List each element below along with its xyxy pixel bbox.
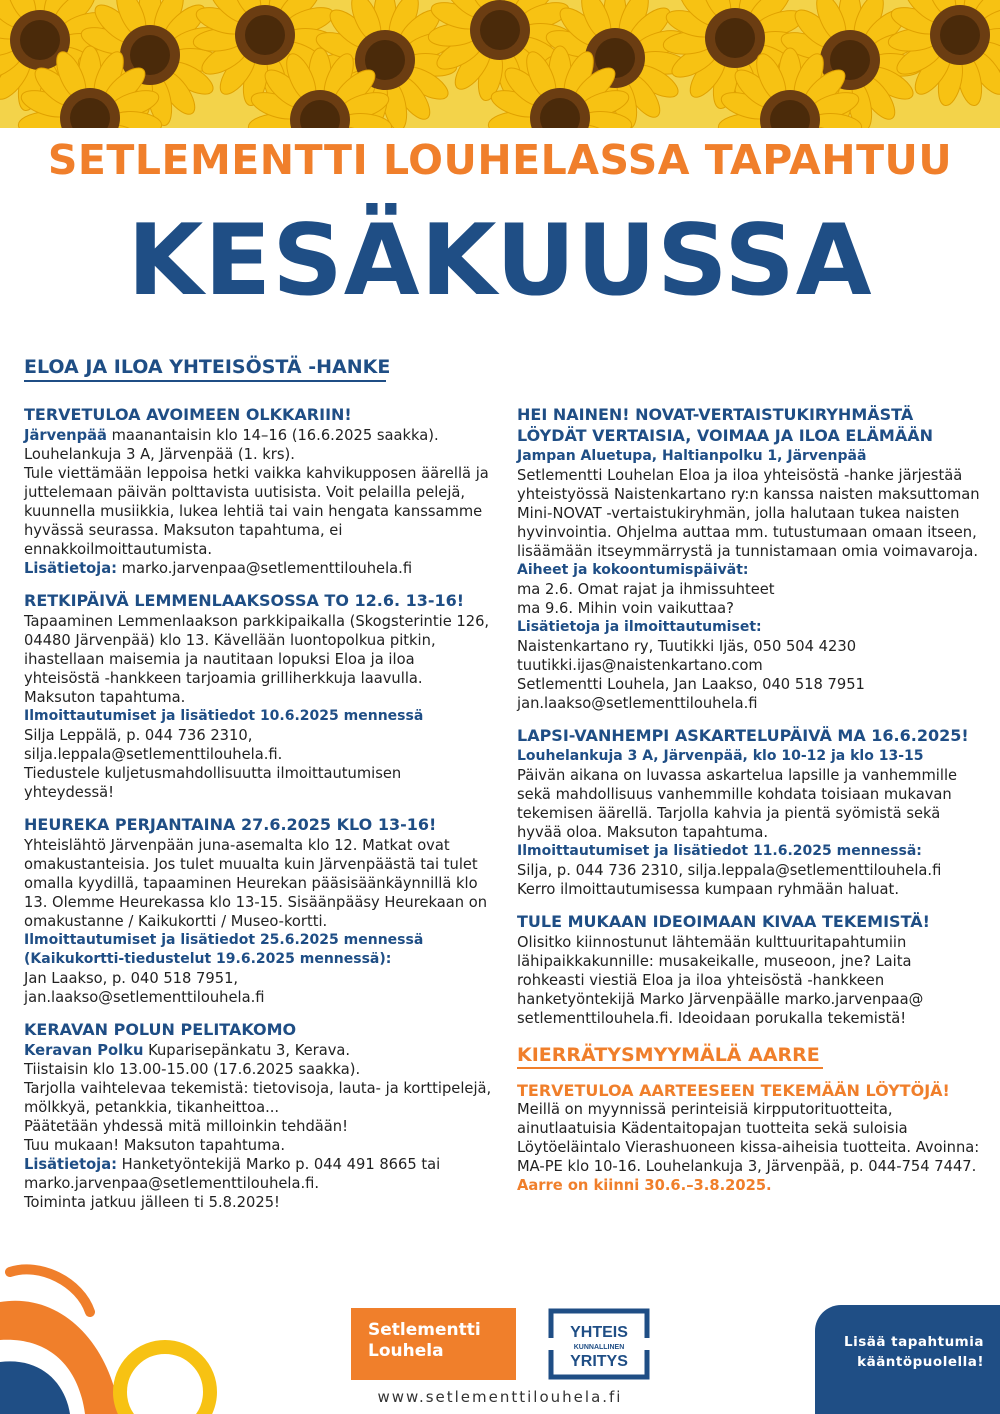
olkkari-time: maanantaisin klo 14–16 (16.6.2025 saakka). — [106, 427, 439, 444]
retki-note: Tiedustele kuljetusmahdollisuutta ilmoittautumisen yhteydessä! — [24, 765, 402, 801]
heureka-title: HEUREKA PERJANTAINA 27.6.2025 KLO 13-16! — [24, 815, 437, 834]
askartelu-section — [517, 725, 982, 899]
left-column — [24, 404, 494, 1224]
yritys-mid: KUNNALLINEN — [573, 1344, 625, 1351]
header-line1: SETLEMENTTI LOUHELASSA TAPAHTUU — [47, 136, 953, 184]
keravan-info[interactable]: Hanketyöntekijä Marko p. 044 491 8665 tai marko.jarvenpaa@setlementtilouhela.fi. — [24, 1156, 441, 1192]
novat-title: HEI NAINEN! NOVAT-VERTAISTUKIRYHMÄSTÄ LÖYDÄT VERTAISIA, VOIMAA JA ILOA ELÄMÄÄN — [517, 405, 933, 445]
aarre-section — [517, 1046, 982, 1195]
novat-section — [517, 404, 982, 713]
askartelu-contact[interactable]: Silja, p. 044 736 2310, silja.leppala@setlementtilouhela.fi Kerro ilmoittautumisessa kumpaan ryhmään haluat. — [517, 862, 942, 898]
sunflower-banner — [0, 0, 1000, 128]
olkkari-info[interactable]: marko.jarvenpaa@setlementtilouhela.fi — [117, 560, 413, 577]
heureka-body: Yhteislähtö Järvenpään juna-asemalta klo 12. Matkat ovat omakustanteisia. Jos tulet muualta kuin Järvenpäästä tai tulet omalla kyydillä, tapaaminen Heurekan pääsisäänkäynnillä klo 13. Olemme Heurekassa klo 13-15. Sisäänpääsy Heurekaan on omakustanne / Kaikukortti / Museo-kortti. — [24, 837, 488, 930]
setlementti-louhela-logo — [351, 1308, 516, 1380]
olkkari-section — [24, 404, 494, 578]
olkkari-body: Tule viettämään leppoisa hetki vaikka kahvikupposen äärellä ja juttelemaan päivän polttavista uutisista. Voit pelailla pelejä, kuunnella musiikkia, lukea lehtiä tai vain hengata kanssamme hyvässä seurassa. Maksuton tapahtuma, ei ennakkoilmoittautumista. — [24, 465, 489, 558]
aarre-title: TERVETULOA AARTEESEEN TEKEMÄÄN LÖYTÖJÄ! — [517, 1081, 950, 1100]
logo-line2: Louhela — [368, 1341, 444, 1361]
keravan-section — [24, 1019, 494, 1212]
keravan-place: Keravan Polku — [24, 1042, 144, 1059]
aarre-closed: Aarre on kiinni 30.6.–3.8.2025. — [517, 1177, 772, 1194]
project-heading: ELOA JA ILOA YHTEISÖSTÄ -HANKE — [24, 356, 386, 382]
right-column — [517, 404, 982, 1207]
yritys-top: YHTEIS — [570, 1324, 628, 1341]
retki-contact[interactable]: Silja Leppälä, p. 044 736 2310, silja.leppala@setlementtilouhela.fi. — [24, 727, 283, 763]
aarre-body: Meillä on myynnissä perinteisiä kirpputorituotteita, ainutlaatuisia Kädentaitopajan tuotteita sekä suloisia Löytöeläintalo Vierashuoneen kissa-aiheisia tuotteita. Avoinna: MA-PE klo 10-16. Louhelankuja 3, Järvenpää, p. 044-754 7447. — [517, 1101, 980, 1175]
heureka-section — [24, 814, 494, 1007]
keravan-info-label: Lisätietoja: — [24, 1156, 117, 1173]
novat-reg-label: Lisätietoja ja ilmoittautumiset: — [517, 619, 762, 635]
novat-place: Jampan Aluetupa, Haltianpolku 1, Järvenpää — [517, 448, 867, 464]
heureka-reg-label: Ilmoittautumiset ja lisätiedot 25.6.2025 mennessä (Kaikukortti-tiedustelut 19.6.2025 mennessä): — [24, 932, 424, 967]
keravan-title: KERAVAN POLUN PELITAKOMO — [24, 1020, 297, 1039]
retki-body: Tapaaminen Lemmenlaakson parkkipaikalla (Skogsterintie 126, 04480 Järvenpää) klo 13. Kävellään luontopolkua pitkin, ihastellaan maisemia ja nautitaan lopuksi Eloa ja iloa yhteisöstä -hankkeen tarjoamia grilliherkkuja laavulla. Maksuton tapahtuma. — [24, 613, 490, 706]
yhteiskunnallinen-yritys-logo — [548, 1308, 650, 1380]
askartelu-body: Päivän aikana on luvassa askartelua lapsille ja vanhemmille sekä mahdollisuus vanhemmille kohdata toisiaan mukavan tekemisen äärellä. Tarjolla kahvia ja pientä syömistä sekä hyvää oloa. Maksuton tapahtuma. — [517, 767, 958, 841]
yritys-bottom: YRITYS — [570, 1353, 628, 1370]
keravan-note: Toiminta jatkuu jälleen ti 5.8.2025! — [24, 1194, 280, 1211]
olkkari-info-label: Lisätietoja: — [24, 560, 117, 577]
ideoi-section — [517, 911, 982, 1028]
ideoi-title: TULE MUKAAN IDEOIMAAN KIVAA TEKEMISTÄ! — [517, 912, 930, 931]
askartelu-place: Louhelankuja 3 A, Järvenpää, klo 10-12 ja klo 13-15 — [517, 748, 924, 764]
novat-contact[interactable]: Naistenkartano ry, Tuutikki Ijäs, 050 504 4230 tuutikki.ijas@naistenkartano.com Setlementti Louhela, Jan Laakso, 040 518 7951 jan.laakso@setlementtilouhela.fi — [517, 638, 865, 712]
retki-reg-label: Ilmoittautumiset ja lisätiedot 10.6.2025 mennessä — [24, 708, 424, 724]
keravan-address: Kuparisepänkatu 3, Kerava. — [143, 1042, 351, 1059]
olkkari-place: Järvenpää — [24, 427, 107, 444]
aarre-heading: KIERRÄTYSMYYMÄLÄ AARRE — [517, 1046, 823, 1069]
novat-topics: ma 2.6. Omat rajat ja ihmissuhteet ma 9.6. Mihin voin vaikuttaa? — [517, 581, 775, 617]
olkkari-address: Louhelankuja 3 A, Järvenpää (1. krs). — [24, 446, 295, 463]
ideoi-body: Olisitko kiinnostunut lähtemään kulttuuritapahtumiin lähipaikkakunnille: musakeikalle, museoon, jne? Laita rohkeasti viestiä Eloa ja iloa yhteisöstä -hankkeen hanketyöntekijä Marko Järvenpäälle marko.jarvenpaa@ setlementtilouhela.fi. Ideoidaan porukalla tekemistä! — [517, 934, 924, 1027]
olkkari-title: TERVETULOA AVOIMEEN OLKKARIIN! — [24, 405, 352, 424]
retki-title: RETKIPÄIVÄ LEMMENLAAKSOSSA TO 12.6. 13-16! — [24, 591, 465, 610]
logo-line1: Setlementti — [368, 1320, 481, 1340]
askartelu-title: LAPSI-VANHEMPI ASKARTELUPÄIVÄ MA 16.6.2025! — [517, 726, 969, 745]
corner-text: Lisää tapahtumia kääntöpuolella! — [843, 1334, 984, 1370]
website-url[interactable]: www.setlementtilouhela.fi — [377, 1388, 623, 1406]
novat-body: Setlementti Louhelan Eloa ja iloa yhteisöstä -hanke järjestää yhteistyössä Naistenkartano ry:n kanssa naisten maksuttoman Mini-NOVAT -vertaistukiryhmän, jolla halutaan tukea naisten hyvinvointia. Ohjelma auttaa mm. tutustumaan omaan itseen, lisäämään itseymmärrystä ja tunnistamaan omia voimavaroja. — [517, 467, 980, 560]
novat-topics-label: Aiheet ja kokoontumispäivät: — [517, 562, 749, 578]
header-line2: KESÄKUUSSA — [127, 204, 873, 318]
keravan-body: Tiistaisin klo 13.00-15.00 (17.6.2025 saakka). Tarjolla vaihtelevaa tekemistä: tietovisoja, lauta- ja korttipelejä, mölkkyä, petankkia, tikanheittoa... Päätetään yhdessä mitä milloinkin tehdään! Tuu mukaan! Maksuton tapahtuma. — [24, 1061, 492, 1154]
heureka-contact[interactable]: Jan Laakso, p. 040 518 7951, jan.laakso@setlementtilouhela.fi — [24, 970, 265, 1006]
askartelu-reg-label: Ilmoittautumiset ja lisätiedot 11.6.2025 mennessä: — [517, 843, 922, 859]
retki-section — [24, 590, 494, 802]
